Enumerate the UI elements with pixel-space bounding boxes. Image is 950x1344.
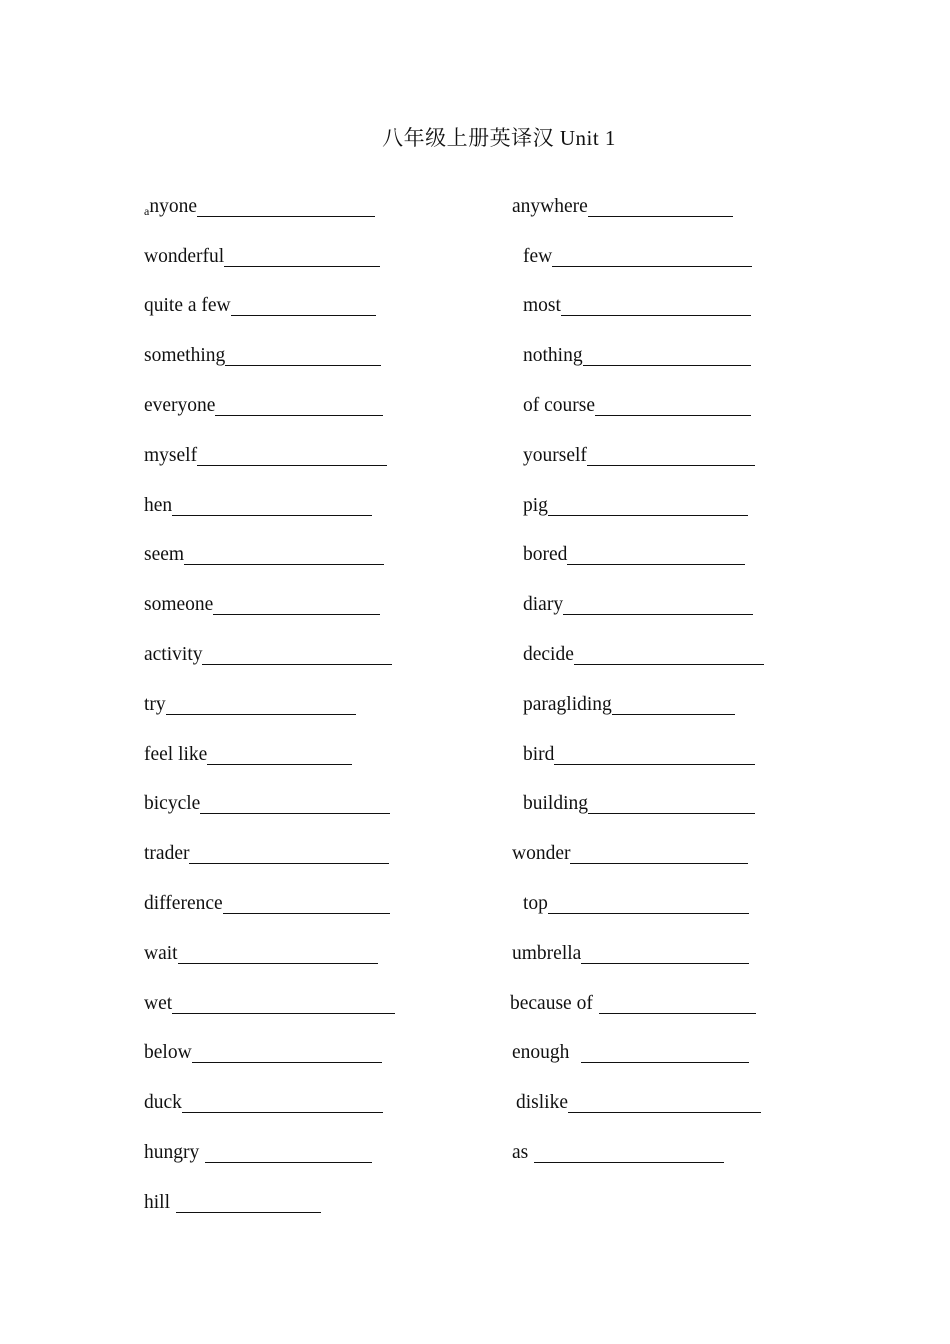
vocab-item-myself: myself [144, 421, 512, 471]
vocab-item-enough: enough [512, 1019, 824, 1069]
vocab-item-bored: bored [512, 521, 824, 571]
vocab-item-activity: activity [144, 620, 512, 670]
answer-blank[interactable] [202, 642, 392, 665]
answer-blank[interactable] [581, 1040, 749, 1063]
vocabulary-grid [144, 172, 824, 1218]
answer-blank[interactable] [200, 791, 390, 814]
vocab-item-few: few [512, 222, 824, 272]
vocab-item-building: building [512, 770, 824, 820]
vocab-item-hen: hen [144, 471, 512, 521]
vocab-item-hill: hill [144, 1168, 512, 1218]
answer-blank[interactable] [172, 493, 372, 516]
answer-blank[interactable] [567, 542, 745, 565]
vocab-item-trader: trader [144, 819, 512, 869]
answer-blank[interactable] [197, 194, 375, 217]
vocab-item-because-of: because of [510, 969, 824, 1019]
vocab-item-something: something [144, 321, 512, 371]
answer-blank[interactable] [178, 941, 378, 964]
answer-blank[interactable] [548, 891, 749, 914]
answer-blank[interactable] [548, 493, 748, 516]
vocab-item-anywhere: anywhere [512, 172, 824, 222]
vocab-item-seem: seem [144, 521, 512, 571]
vocab-item-try: try [144, 670, 512, 720]
answer-blank[interactable] [207, 742, 352, 765]
vocab-item-yourself: yourself [512, 421, 824, 471]
vocab-item-everyone: everyone [144, 371, 512, 421]
vocab-item-feel-like: feel like [144, 720, 512, 770]
vocab-item-most: most [512, 272, 824, 322]
vocab-item-wait: wait [144, 919, 512, 969]
page-title: 八年级上册英译汉 Unit 1 [382, 126, 616, 150]
answer-blank[interactable] [182, 1090, 383, 1113]
answer-blank[interactable] [166, 692, 356, 715]
vocab-item-quite-a-few: quite a few [144, 272, 512, 322]
answer-blank[interactable] [612, 692, 735, 715]
vocab-item-bird: bird [512, 720, 824, 770]
answer-blank[interactable] [172, 991, 395, 1014]
vocab-item-hungry: hungry [144, 1118, 512, 1168]
answer-blank[interactable] [215, 393, 383, 416]
answer-blank[interactable] [197, 443, 387, 466]
vocab-item-duck: duck [144, 1068, 512, 1118]
answer-blank[interactable] [184, 542, 384, 565]
answer-blank[interactable] [224, 244, 380, 267]
answer-blank[interactable] [561, 293, 751, 316]
answer-blank[interactable] [588, 791, 755, 814]
answer-blank[interactable] [587, 443, 755, 466]
answer-blank[interactable] [213, 592, 380, 615]
answer-blank[interactable] [581, 941, 749, 964]
answer-blank[interactable] [574, 642, 764, 665]
vocab-item-pig: pig [512, 471, 824, 521]
answer-blank[interactable] [189, 841, 389, 864]
vocab-item-below: below [144, 1019, 512, 1069]
vocab-item-of-course: of course [512, 371, 824, 421]
vocab-item-top: top [512, 869, 824, 919]
answer-blank[interactable] [588, 194, 733, 217]
answer-blank[interactable] [192, 1040, 382, 1063]
answer-blank[interactable] [552, 244, 752, 267]
answer-blank[interactable] [568, 1090, 761, 1113]
answer-blank[interactable] [599, 991, 756, 1014]
vocab-item-bicycle: bicycle [144, 770, 512, 820]
vocab-item-nothing: nothing [512, 321, 824, 371]
answer-blank[interactable] [205, 1140, 372, 1163]
vocab-item-difference: difference [144, 869, 512, 919]
answer-blank[interactable] [176, 1190, 321, 1213]
answer-blank[interactable] [534, 1140, 724, 1163]
vocab-item-wet: wet [144, 969, 512, 1019]
answer-blank[interactable] [583, 343, 751, 366]
vocab-item-wonderful: wonderful [144, 222, 512, 272]
vocab-item-decide: decide [512, 620, 824, 670]
answer-blank[interactable] [554, 742, 755, 765]
vocab-item-diary: diary [512, 570, 824, 620]
answer-blank[interactable] [231, 293, 376, 316]
vocab-item-dislike: dislike [512, 1068, 824, 1118]
vocab-item-anyone: a nyone [144, 172, 512, 222]
vocab-item-umbrella: umbrella [512, 919, 824, 969]
vocab-item-someone: someone [144, 570, 512, 620]
answer-blank[interactable] [223, 891, 390, 914]
answer-blank[interactable] [570, 841, 748, 864]
answer-blank[interactable] [225, 343, 381, 366]
vocab-item-as: as [512, 1118, 824, 1168]
vocab-item-paragliding: paragliding [512, 670, 824, 720]
answer-blank[interactable] [563, 592, 753, 615]
answer-blank[interactable] [595, 393, 751, 416]
vocab-item-wonder: wonder [512, 819, 824, 869]
vocab-item-empty [512, 1168, 824, 1218]
